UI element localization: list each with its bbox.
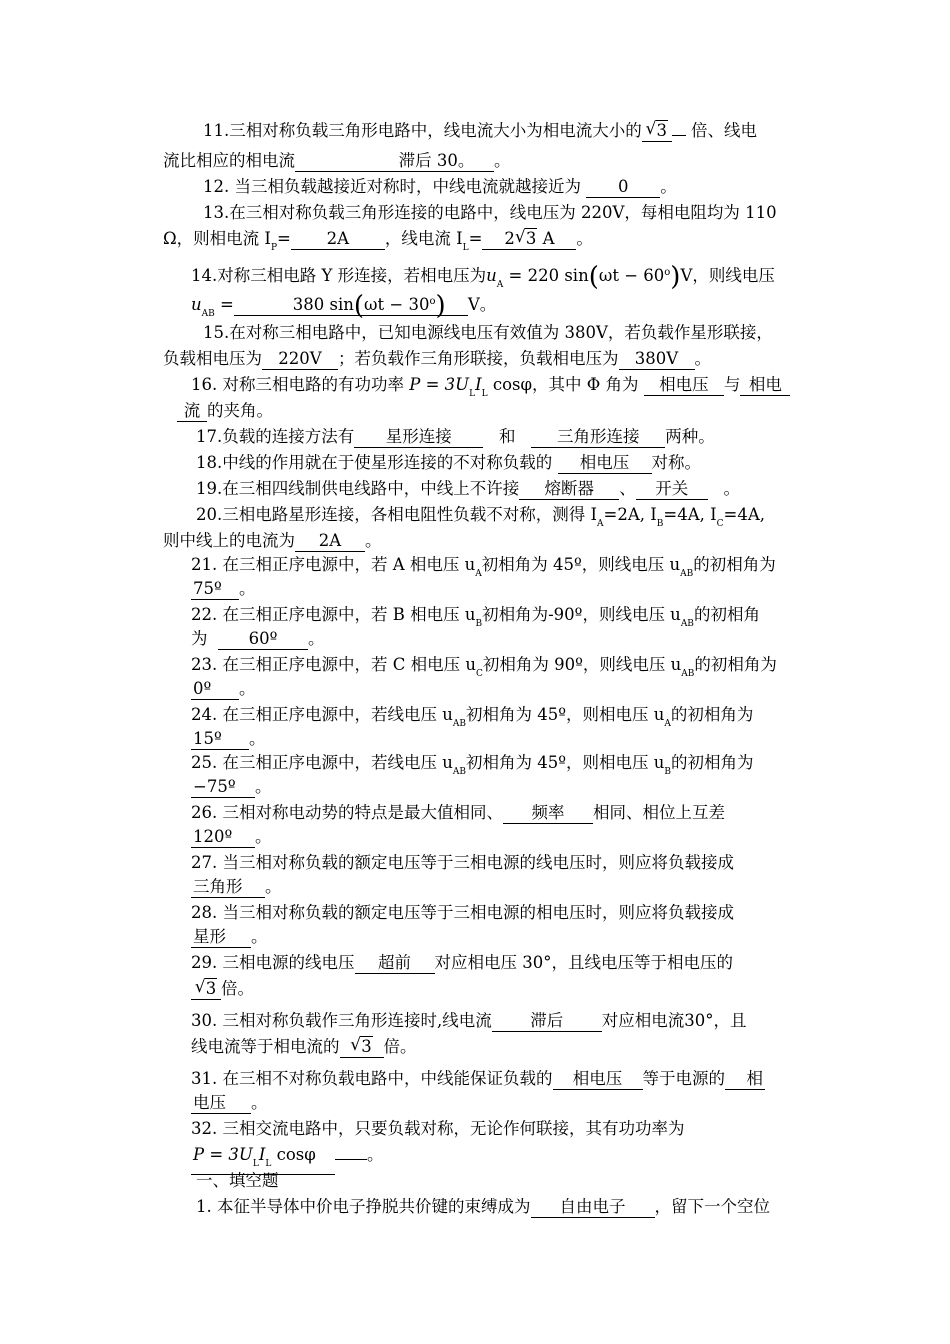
q13-line1: 13.在三相对称负载三角形连接的电路中，线电压为 220V，每相电阻均为 110: [203, 203, 777, 222]
q14-line2: $u_{AB}$ = 380 $\sin(\omega t - 30^o)$ V。: [191, 291, 497, 321]
q29-line2: √ 3 倍。: [191, 978, 254, 1000]
q25-line1: 25. 在三相正序电源中，若线电压 $u_{AB}$初相角为 45º，则相电压 $u_B$的初相角为: [191, 753, 754, 777]
q16-line1: 16. 对称三相电路的有功功率 $P = 3U_LI_L$ cosφ，其中 Φ 角为 相电压 与 相电: [191, 374, 790, 405]
q22-line2: 为 60º 。: [191, 629, 325, 648]
q16-answer-2: 相电: [740, 375, 790, 396]
s1-line: 1. 本征半导体中价电子挣脱共价键的束缚成为 自由电子 ，留下一个空位: [196, 1197, 770, 1216]
q25-line2: −75º 。: [193, 777, 272, 796]
q31-line2: 电压 。: [193, 1093, 268, 1112]
q28-line1: 28. 当三相对称负载的额定电压等于三相电源的相电压时，则应将负载接成: [191, 903, 734, 922]
q24-line1: 24. 在三相正序电源中，若线电压 $u_{AB}$初相角为 45º，则相电压 $u_A$的初相角为: [191, 705, 754, 729]
q18-answer: 相电压: [558, 453, 652, 474]
q24-line2: 15º 。: [193, 729, 266, 748]
q16-answer-1: 相电压: [644, 375, 724, 396]
q28-answer: 星形: [191, 927, 251, 948]
q15-answer-delta: 380V: [619, 349, 695, 370]
q23-line1: 23. 在三相正序电源中，若 C 相电压 $u_C$初相角为 90º，则线电压 $u_{AB}$的初相角为: [191, 655, 777, 679]
q26-line1: 26. 三相对称电动势的特点是最大值相同、 频率 相同、相位上互差: [191, 803, 725, 822]
q12-answer: 0: [586, 177, 660, 198]
q19-line: 19.在三相四线制供电线路中，中线上不许接 熔断器 、 开关 。: [196, 479, 740, 498]
q29-answer-sqrt3: √ 3: [191, 979, 221, 1000]
q12-line: 12. 当三相负载越接近对称时，中线电流就越接近为 0 。: [203, 177, 677, 196]
q14-answer: 380 $\sin(\omega t - 30^o)$: [234, 292, 468, 316]
q20-answer: 2A: [295, 531, 365, 552]
q13-line2: Ω，则相电流 $I_P= 2A$ ，线电流 $I_L= 2$ √ 3 A 。: [163, 227, 593, 253]
q30-line2: 线电流等于相电流的 √ 3 倍。: [191, 1035, 417, 1056]
q13-answer-line-current: 2 √ 3 A: [482, 229, 576, 250]
q32-line2: $P = 3U_LI_L$ cosφ 。: [191, 1144, 384, 1175]
q30-answer: 滞后: [492, 1011, 602, 1032]
q19-answer-2: 开关: [636, 479, 708, 500]
q26-line2: 120º 。: [193, 827, 272, 846]
q25-answer: −75º: [191, 777, 255, 798]
q22-answer: 60º: [218, 629, 308, 650]
q23-answer: 0º: [191, 679, 239, 700]
q17-line: 17.负载的连接方法有 星形连接 和 三角形连接 两种。: [196, 427, 715, 446]
q29-answer: 超前: [355, 953, 435, 974]
q24-answer: 15º: [191, 729, 249, 750]
q22-line1: 22. 在三相正序电源中，若 B 相电压 $u_B$初相角为-90º，则线电压 $u_{AB}$的初相角: [191, 605, 760, 629]
q14-line1: 14.对称三相电路 Y 形连接，若相电压为$u_A = 220$ $\sin(\omega t - 60^o)V$，则线电压: [191, 262, 775, 292]
q32-answer: $P = 3U_LI_L$ cosφ: [191, 1145, 335, 1175]
q20-line1: 20.三相电路星形连接，各相电阻性负载不对称，测得 $I_A=2A$, $I_B=4A$, $I_C=4A$,: [196, 505, 766, 529]
q31-answer-1: 相电压: [553, 1069, 643, 1090]
q20-line2: 则中线上的电流为 2A 。: [163, 531, 382, 550]
q11-line2: 流比相应的相电流 滞后 30。 。: [163, 151, 511, 170]
q30-line1: 30. 三相对称负载作三角形连接时,线电流 滞后 对应相电流30°，且: [191, 1011, 747, 1030]
q27-answer: 三角形: [191, 877, 265, 898]
q32-line1: 32. 三相交流电路中，只要负载对称，无论作何联接，其有功功率为: [191, 1119, 685, 1138]
q27-line1: 27. 当三相对称负载的额定电压等于三相电源的线电压时，则应将负载接成: [191, 853, 734, 872]
q30-answer-sqrt3: √ 3: [340, 1037, 384, 1058]
q11-line1: 11.三相对称负载三角形电路中，线电流大小为相电流大小的 √ 3 倍、线电: [203, 119, 757, 140]
q31-line1: 31. 在三相不对称负载电路中，中线能保证负载的 相电压 等于电源的 相: [191, 1069, 763, 1088]
q18-line: 18.中线的作用就在于使星形连接的不对称负载的 相电压 对称。: [196, 453, 701, 472]
section-heading: 一、填空题: [196, 1171, 279, 1190]
q27-line2: 三角形 。: [193, 877, 282, 896]
q26-answer-2: 120º: [191, 827, 255, 848]
s1-answer: 自由电子: [531, 1197, 655, 1218]
q11-answer: 滞后 30。: [295, 151, 494, 172]
q13-answer-phase-current: 2A: [291, 229, 385, 250]
q17-answer-2: 三角形连接: [531, 427, 665, 448]
q26-answer: 频率: [503, 803, 593, 824]
q16-line2: 流 的夹角。: [177, 400, 273, 422]
q11-answer-sqrt3: √ 3: [642, 121, 672, 142]
q21-answer: 75º: [191, 579, 239, 600]
q15-line1: 15.在对称三相电路中，已知电源线电压有效值为 380V，若负载作星形联接，: [203, 323, 773, 342]
q17-answer-1: 星形连接: [354, 427, 483, 448]
q21-line1: 21. 在三相正序电源中，若 A 相电压 $u_A$初相角为 45º，则线电压 $u_{AB}$的初相角为: [191, 555, 776, 579]
q31-answer-2: 相: [725, 1069, 765, 1090]
q15-answer-star: 220V: [262, 349, 338, 370]
q21-line2: 75º 。: [193, 579, 256, 598]
q19-answer-1: 熔断器: [519, 479, 619, 500]
q15-line2: 负载相电压为 220V ；若负载作三角形联接，负载相电压为 380V 。: [163, 349, 711, 368]
q23-line2: 0º 。: [193, 679, 256, 698]
q29-line1: 29. 三相电源的线电压 超前 对应相电压 30°，且线电压等于相电压的: [191, 953, 733, 972]
q28-line2: 星形 。: [193, 927, 268, 946]
